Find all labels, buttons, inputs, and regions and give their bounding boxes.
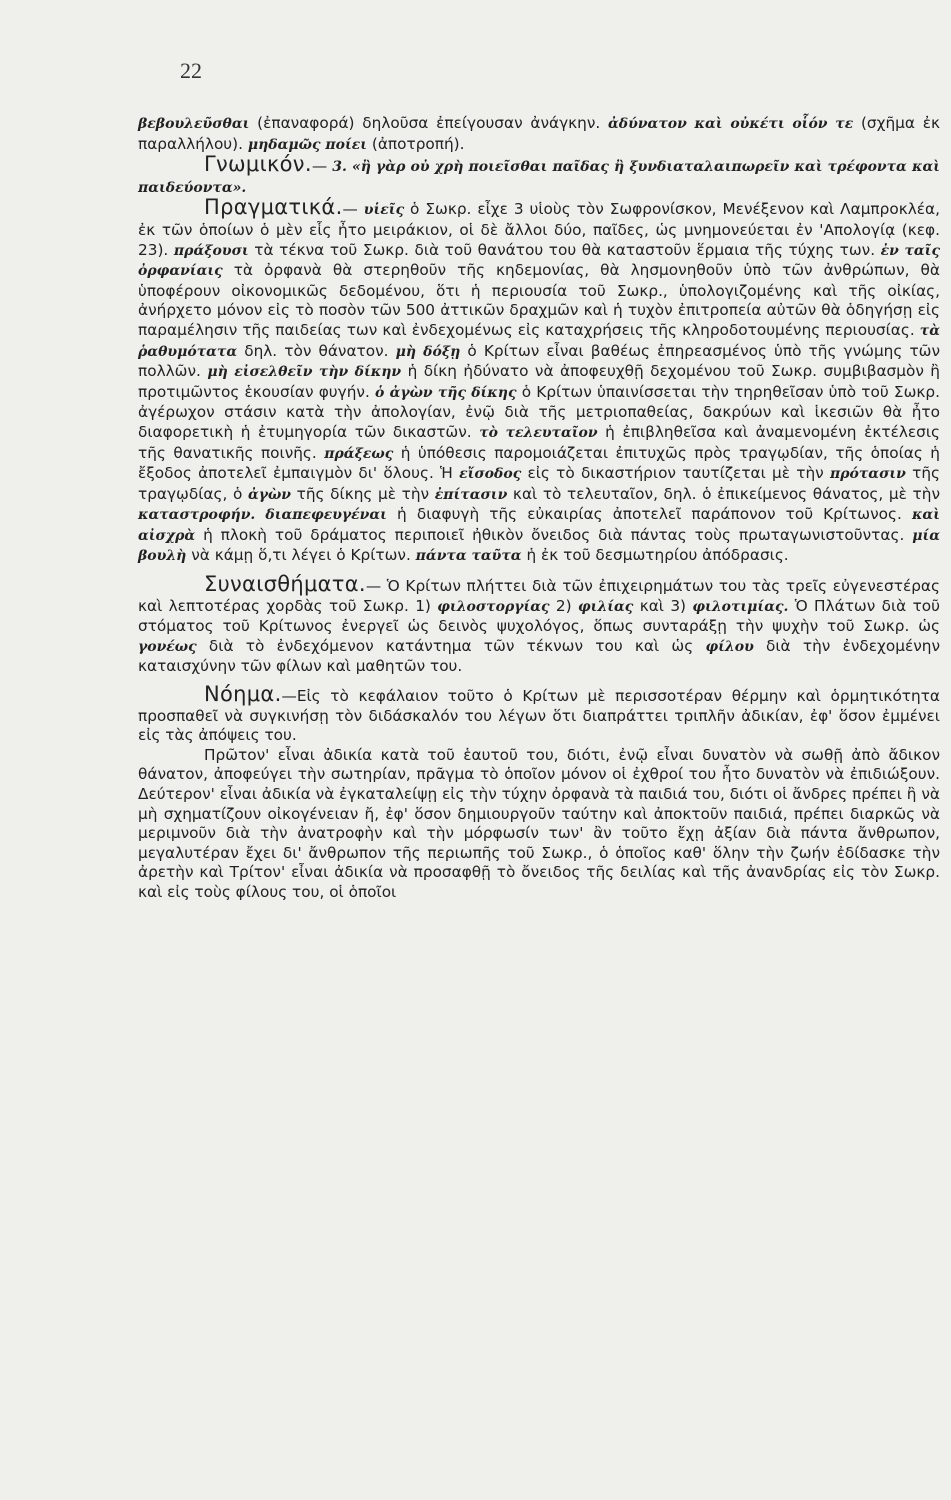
text: δηλ. τὸν θάνατον. — [237, 341, 396, 360]
page-number: 22 — [180, 58, 202, 83]
text: (σχῆμα ἐκ παραλλήλου). — [138, 114, 940, 153]
text: ἡ δίκη ἠδύνατο νὰ ἀποφευχθῇ δεχομένου τοῦ Σωκρ. συμβιβασμὸν ἢ προτιμῶντος ἑκουσίαν φυγήν. — [138, 362, 940, 401]
text: ἡ πλοκὴ τοῦ δράματος περιποιεῖ ἠθικὸν ὄνειδος διὰ πάντας τοὺς πρωταγωνιστοῦντας. — [195, 525, 913, 544]
term: τὰ ῥαθυμότατα — [138, 322, 940, 360]
term: καὶ αἰσχρὰ — [138, 507, 940, 544]
text: διὰ τὴν ἐνδεχομένην καταισχύνην τῶν φίλων καὶ μαθητῶν του. — [138, 636, 940, 676]
section-heading: Πραγματικά. — [204, 195, 343, 220]
term: τὸ τελευταῖον — [479, 424, 598, 441]
gnomikon-section — [138, 152, 940, 198]
intro-paragraph — [138, 114, 940, 155]
text: τὰ ὀρφανὰ θὰ στερηθοῦν τῆς κηδεμονίας, θὰ λησμονηθοῦν ὑπὸ τῶν ἀνθρώπων, θὰ ὑποφέρουν οἰκονομικῶς δεδομένου, ὅτι ἡ περιουσία τοῦ Σωκρ., ὑπολογιζομένης καὶ τῆς οἰκίας, ἀνήρχετο μόνον εἰς τὸ ποσὸν τῶν 500 ἀττικῶν δραχμῶν καὶ ἡ τυχὸν ἐπιτροπεία αὐτῶν θὰ ὁδηγήσῃ εἰς παραμέλησιν τῆς παιδείας των καὶ ἐνδεχομένως εἰς καταχρήσεις τῆς κληροδοτουμένης περιουσίας. — [138, 261, 940, 339]
page-body — [138, 114, 940, 903]
term: φιλοστοργίας — [437, 598, 550, 615]
term: πράξουσι — [173, 242, 249, 259]
term: ἐν ταῖς ὀρφανίαις — [138, 242, 940, 280]
term: εἴσοδος — [459, 466, 522, 483]
synaisthimata-section — [138, 572, 941, 677]
term: ἀδύνατον καὶ οὐκέτι οἷόν τε — [608, 116, 854, 132]
text: καὶ τὸ τελευταῖον, δηλ. ὁ ἐπικείμενος θάνατος, μὲ τὴν — [507, 484, 940, 503]
text: (ἀποτροπή). — [367, 134, 465, 153]
term: γονέως — [138, 638, 197, 655]
section-heading: Νόημα. — [204, 682, 282, 707]
section-heading: Γνωμικόν. — [204, 152, 312, 177]
term: πρότασιν — [829, 466, 906, 483]
pragmatika-section — [138, 195, 941, 567]
number: 3. — [332, 159, 347, 176]
text: τῆς τραγῳδίας, ὁ — [138, 464, 941, 503]
term: πράξεως — [324, 445, 394, 462]
quote: «ἢ γὰρ οὐ χρὴ ποιεῖσθαι παῖδας ἢ ξυνδιαταλαιπωρεῖν καὶ τρέφοντα καὶ παιδεύοντα». — [138, 159, 940, 196]
text: ἡ διαφυγὴ τῆς εὐκαιρίας ἀποτελεῖ παράπονον τοῦ Κρίτωνος. — [386, 505, 912, 524]
text: νὰ κάμῃ ὅ,τι λέγει ὁ Κρίτων. — [186, 546, 416, 565]
term: φιλίας — [578, 598, 634, 615]
text: εἰς τὸ δικαστήριον ταυτίζεται μὲ τὴν — [521, 464, 830, 483]
text: ὁ Κρίτων εἶναι βαθέως ἐπηρεασμένος ὑπὸ τῆς γνώμης τῶν πολλῶν. — [138, 341, 941, 381]
noima-section — [138, 682, 940, 746]
text: καὶ 3) — [633, 596, 693, 615]
term: μὴ δόξῃ — [395, 343, 461, 360]
text: ἡ ἐκ τοῦ δεσμωτηρίου ἀπόδρασις. — [521, 546, 789, 565]
dash: — — [365, 577, 387, 596]
text: (ἐπαναφορά) δηλοῦσα ἐπείγουσαν ἀνάγκην. — [249, 114, 608, 132]
text: τὰ τέκνα τοῦ Σωκρ. διὰ τοῦ θανάτου του θὰ καταστοῦν ἕρμαια τῆς τύχης των. — [248, 240, 881, 259]
term: φίλου — [705, 638, 754, 655]
term: ἀγὼν — [247, 486, 292, 503]
term: μηδαμῶς ποίει — [247, 136, 368, 153]
term: υἱεῖς — [363, 202, 405, 219]
term: πάντα ταῦτα — [415, 548, 522, 565]
text: διὰ τὸ ἐνδεχόμενον κατάντημα τῶν τέκνων του καὶ ὡς — [196, 636, 706, 655]
dash: — — [342, 200, 364, 219]
text: 2) — [549, 596, 578, 615]
term: ἐπίτασιν — [434, 486, 508, 503]
text: ὁ Σωκρ. εἶχε 3 υἱοὺς τὸν Σωφρονίσκον, Μενέξενον καὶ Λαμπροκλέα, ἐκ τῶν ὁποίων ὁ μὲν εἷς ἦτο μειράκιον, οἱ δὲ ἄλλοι δύο, παῖδες, ὡς μνημονεύεται ἐν 'Απολογίᾳ (κεφ. 23). — [138, 200, 940, 259]
text: ἡ ἐπιβληθεῖσα καὶ ἀναμενομένη ἐκτέλεσις τῆς θανατικῆς ποινῆς. — [138, 422, 941, 462]
term: μὴ εἰσελθεῖν τὴν δίκην — [207, 364, 402, 381]
text: τῆς δίκης μὲ τὴν — [291, 484, 435, 503]
dash: — — [311, 157, 333, 176]
text: ἡ ὑπόθεσις παρομοιάζεται ἐπιτυχῶς πρὸς τραγῳδίαν, τῆς ὁποίας ἡ ἔξοδος ἀποτελεῖ ἐμπαιγμὸν δι' ὅλους. Ἡ — [138, 443, 940, 483]
text: Ὁ Κρίτων πλήττει διὰ τῶν ἐπιχειρημάτων του τὰς τρεῖς εὐγενεστέρας καὶ λεπτοτέρας χορδὰς τοῦ Σωκρ. 1) — [138, 577, 940, 615]
term: μία βουλὴ — [138, 527, 940, 565]
term: φιλοτιμίας. — [692, 598, 789, 615]
text: Εἰς τὸ κεφάλαιον τοῦτο ὁ Κρίτων μὲ περισσοτέραν θέρμην καὶ ὁρμητικότητα προσπαθεῖ νὰ συγκινήσῃ τὸν διδάσκαλόν του λέγων ὅτι διαπράττει τριπλῆν ἀδικίαν, ἐφ' ὅσον ἐμμένει εἰς τὰς ἀπόψεις του. — [138, 687, 940, 745]
term: ὁ ἀγὼν τῆς δίκης — [375, 384, 517, 401]
section-heading: Συναισθήματα. — [204, 572, 366, 597]
text: ὁ Κρίτων ὑπαινίσσεται τὴν τηρηθεῖσαν ὑπὸ τοῦ Σωκρ. ἀγέρωχον στάσιν κατὰ τὴν ἀπολογίαν, ἐνῷ διὰ τῆς μετριοπαθείας, δακρύων καὶ ἱκεσιῶν θὰ ἦτο διαφορετικὴ ἡ ἐτυμηγορία τῶν δικαστῶν. — [138, 382, 940, 441]
text: Ὁ Πλάτων διὰ τοῦ στόματος τοῦ Κρίτωνος ἐνεργεῖ ὡς δεινὸς ψυχολόγος, ὅπως συνταράξῃ τὴν ψυχὴν τοῦ Σωκρ. ὡς — [138, 596, 941, 636]
dash: — — [281, 687, 297, 706]
term: καταστροφήν. διαπεφευγέναι — [138, 507, 387, 524]
term: βεβουλεῦσθαι — [138, 116, 250, 132]
noima-paragraph: Πρῶτον' εἶναι ἀδικία κατὰ τοῦ ἑαυτοῦ του, διότι, ἐνῷ εἶναι δυνατὸν νὰ σωθῇ ἀπὸ ἄδικον θάνατον, ἀποφεύγει τὴν σωτηρίαν, πρᾶγμα τὸ ὁποῖον μόνον οἱ ἐχθροί του ἦτο δυνατὸν νὰ ἐπιδιώξουν. Δεύτερον' εἶναι ἀδικία νὰ ἐγκαταλείψῃ εἰς τὴν τύχην ὀρφανὰ τὰ παιδιά του, διότι οἱ ἄνδρες πρέπει ἢ νὰ μὴ σχηματίζουν οἰκογένειαν ἤ, ἐφ' ὅσον δημιουργοῦν ταύτην καὶ ἀποκτοῦν παιδιά, πρέπει διαρκῶς νὰ μεριμνοῦν διὰ τὴν ἀνατροφὴν καὶ τὴν μόρφωσίν των' ἂν τοῦτο ἔχῃ ἀξίαν διὰ πάντα ἄνθρωπον, μεγαλυτέραν ἔχει δι' ἄνθρωπον τῆς περιωπῆς τοῦ Σωκρ., ὁ ὁποῖος καθ' ὅλην τὴν ζωήν ἐδίδασκε τὴν ἀρετὴν καὶ Τρίτον' εἶναι ἀδικία νὰ προσαφθῇ τὸ ὄνειδος τῆς δειλίας καὶ τῆς ἀνανδρίας εἰς τὸν Σωκρ. καὶ εἰς τοὺς φίλους του, οἱ ὁποῖοι — [138, 745, 940, 901]
